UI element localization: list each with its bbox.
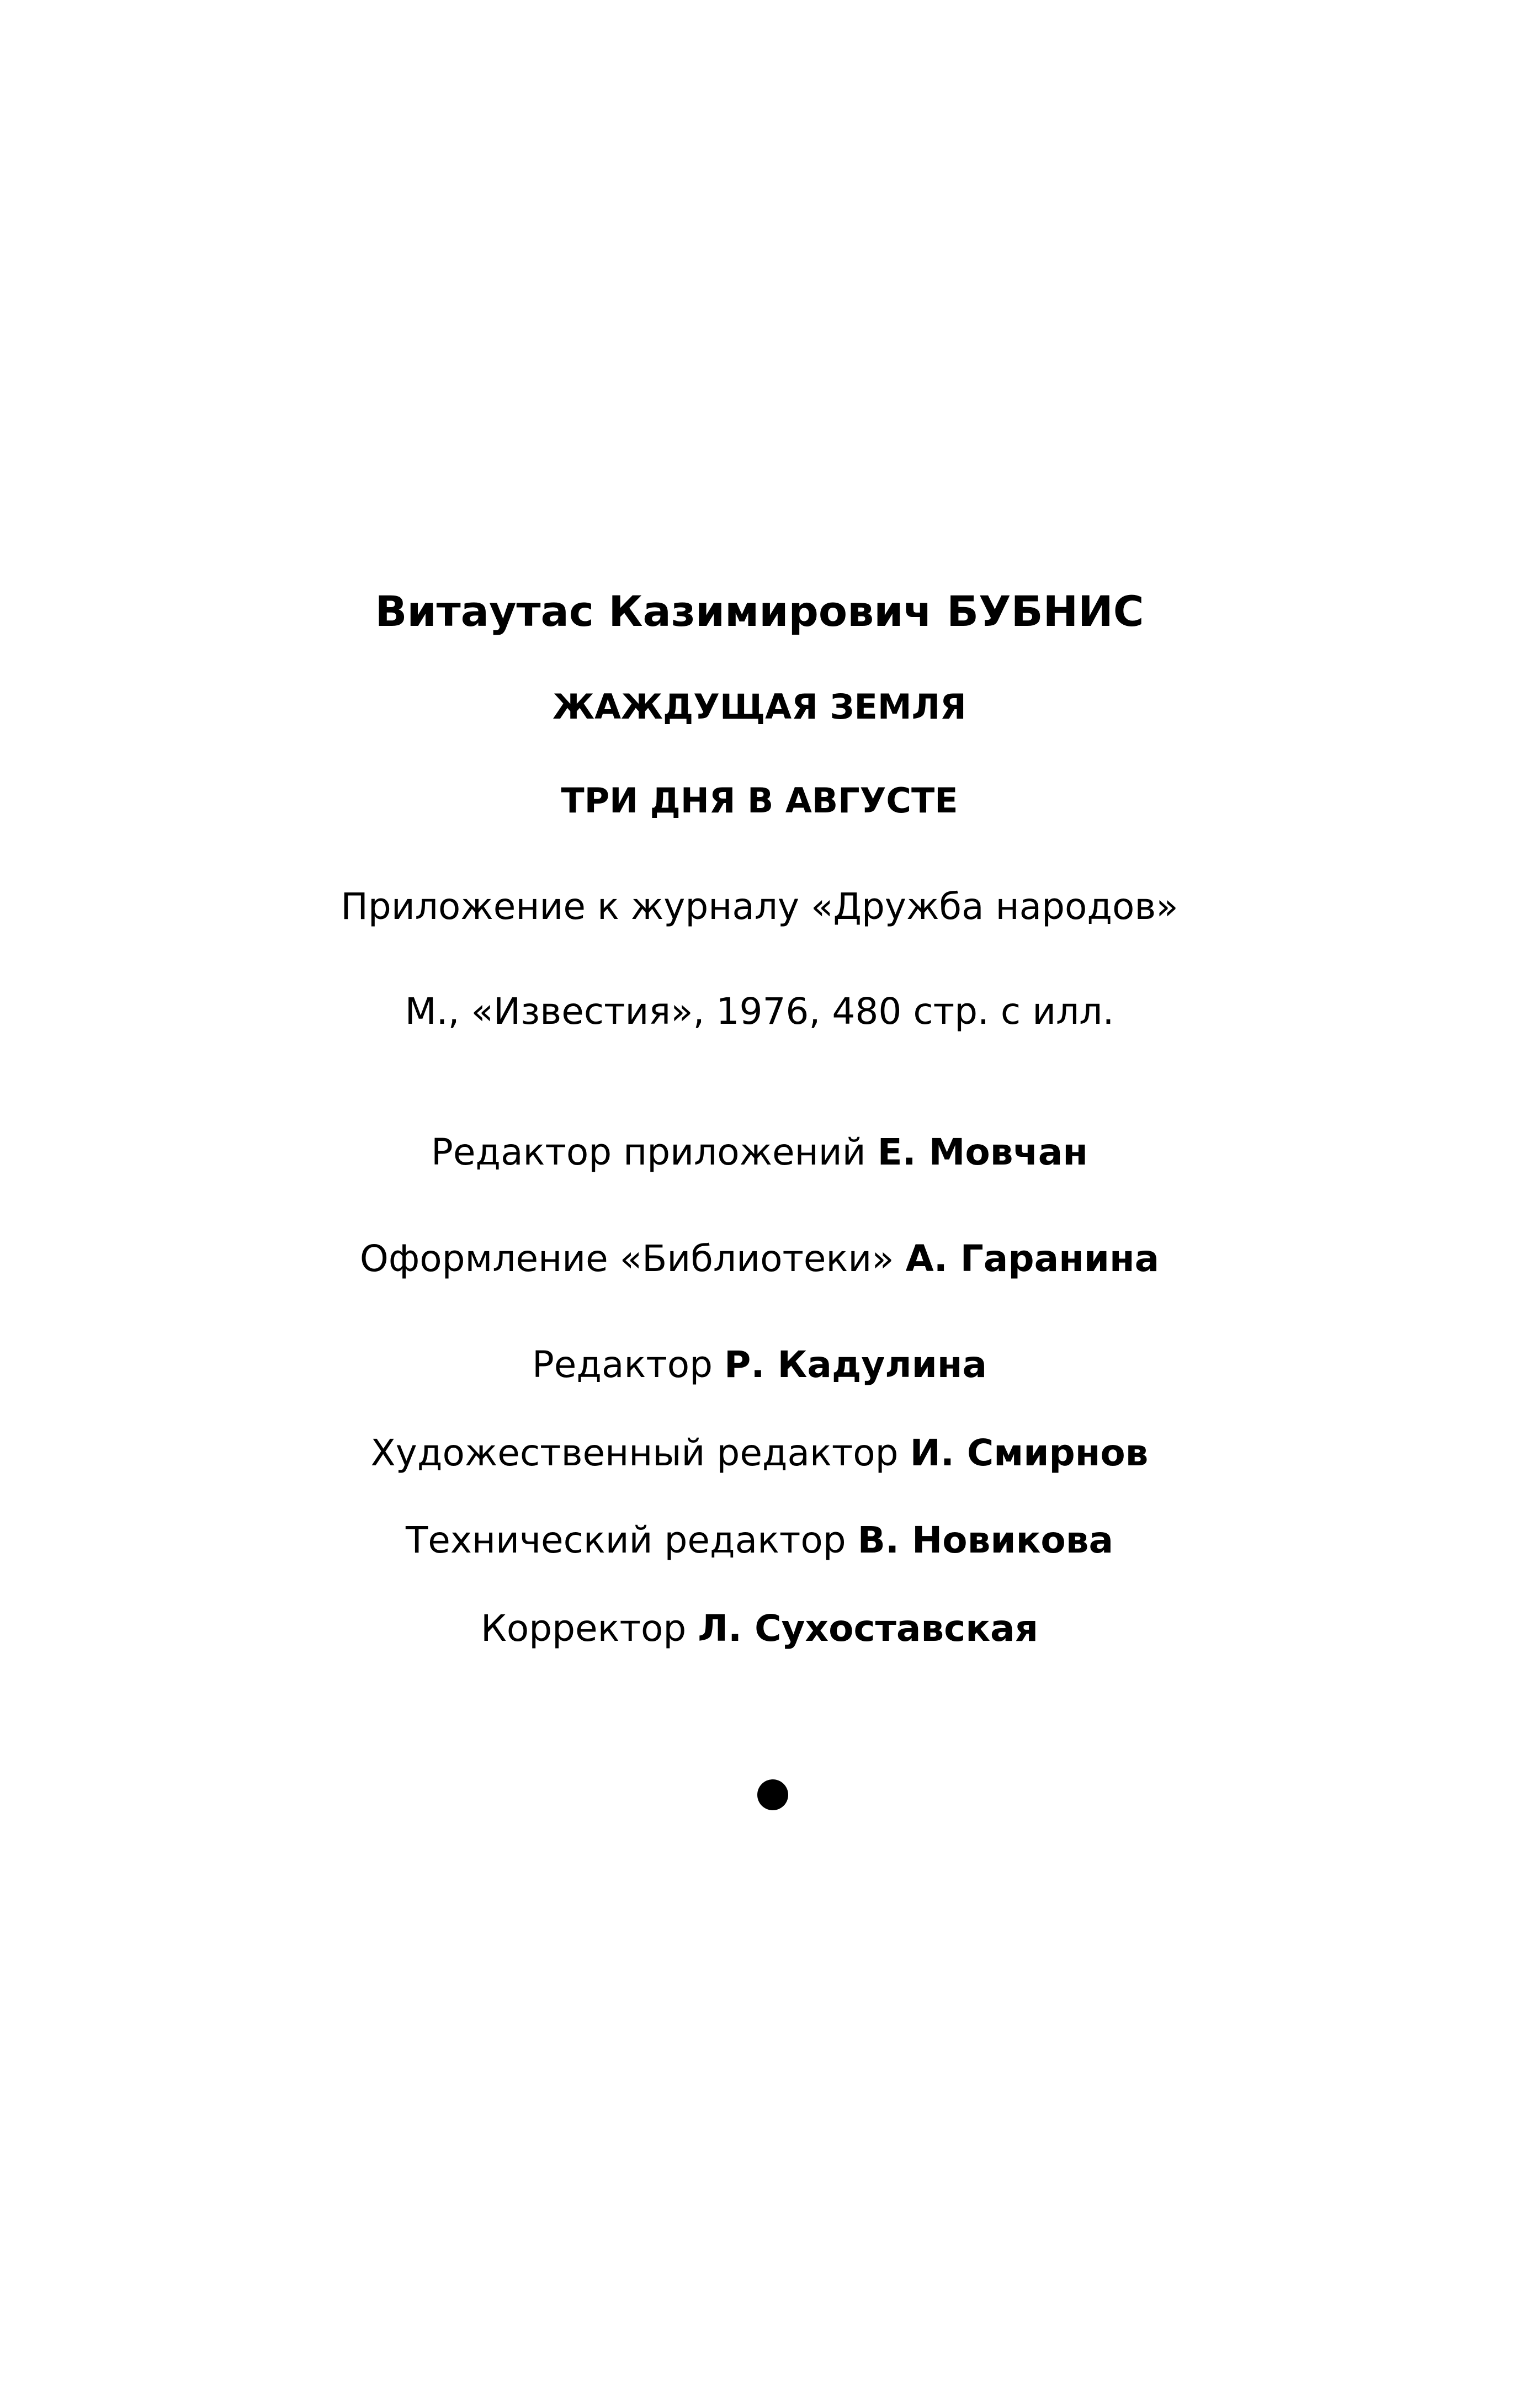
- credit-role: Технический редактор: [405, 1519, 846, 1561]
- credit-line: [0, 1607, 1519, 1650]
- credit-line: [0, 1432, 1519, 1474]
- bullet-ornament: [757, 1779, 788, 1810]
- credit-line: [0, 1131, 1519, 1173]
- credit-person: Л. Сухоставская: [698, 1607, 1038, 1650]
- supplement-note: Приложение к журналу «Дружба народов»: [341, 885, 1178, 928]
- credit-role: Редактор: [532, 1343, 713, 1386]
- credit-role: Художественный редактор: [370, 1432, 899, 1474]
- credit-role: Оформление «Библиотеки»: [359, 1237, 894, 1280]
- credit-line: [0, 1237, 1519, 1280]
- author-name: Витаутас Казимирович БУБНИС: [375, 587, 1144, 636]
- credit-person: А. Гаранина: [905, 1237, 1160, 1280]
- imprint-line: М., «Известия», 1976, 480 стр. с илл.: [405, 990, 1114, 1033]
- credit-person: И. Смирнов: [910, 1432, 1149, 1474]
- credit-person: Е. Мовчан: [877, 1131, 1088, 1173]
- book-title-1: ЖАЖДУЩАЯ ЗЕМЛЯ: [553, 687, 966, 727]
- credit-line: [0, 1343, 1519, 1386]
- credit-person: Р. Кадулина: [724, 1343, 987, 1386]
- credit-person: В. Новикова: [857, 1519, 1114, 1561]
- credit-role: Редактор приложений: [431, 1131, 866, 1173]
- credit-role: Корректор: [481, 1607, 687, 1650]
- book-title-2: ТРИ ДНЯ В АВГУСТЕ: [561, 780, 958, 821]
- credit-line: [0, 1519, 1519, 1561]
